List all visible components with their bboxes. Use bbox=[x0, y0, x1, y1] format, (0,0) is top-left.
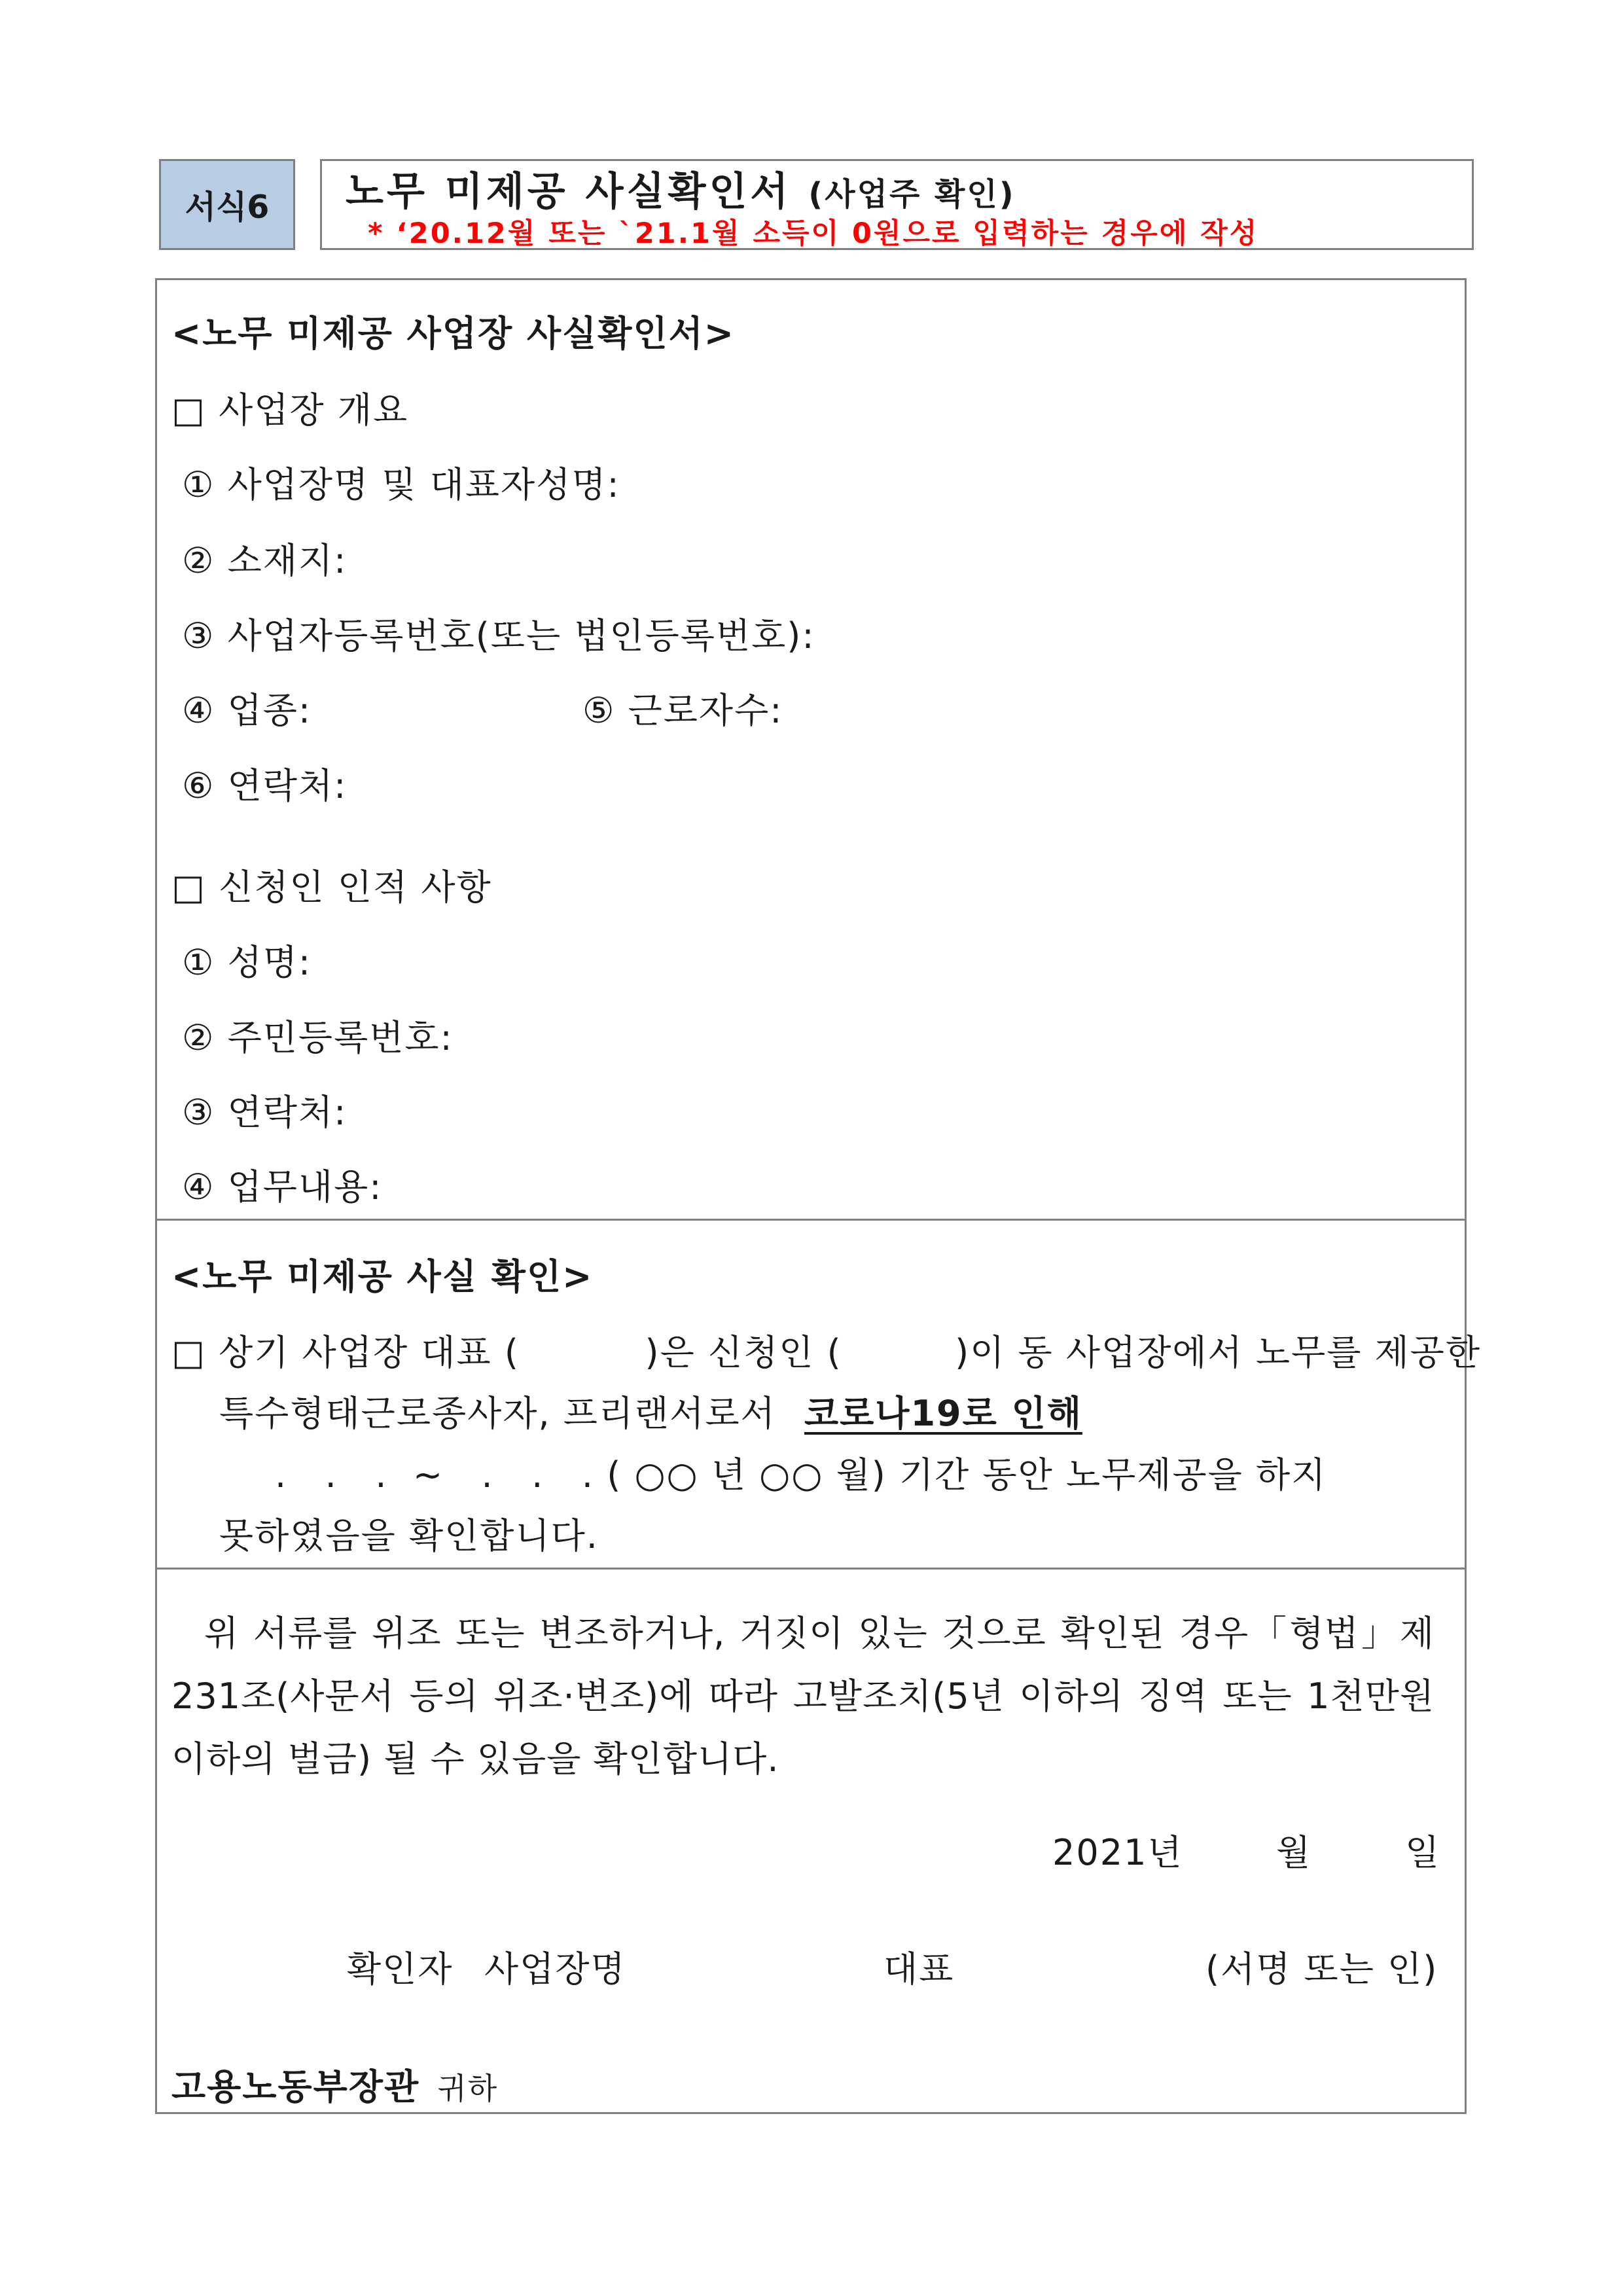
confirmation-line-1: □ 상기 사업장 대표 ( )은 신청인 ( )이 동 사업장에서 노무를 제공한 bbox=[171, 1332, 1482, 1373]
confirmation-line-2-text: 특수형태근로종사자, 프리랜서로서 bbox=[219, 1393, 776, 1434]
workplace-name-field: ① 사업장명 및 대표자성명: bbox=[182, 464, 620, 505]
confirmer-label: 확인자 bbox=[347, 1948, 454, 1990]
section-divider-1 bbox=[155, 1219, 1467, 1221]
business-reg-number-field: ③ 사업자등록번호(또는 법인등록번호): bbox=[182, 615, 815, 656]
section-divider-2 bbox=[155, 1568, 1467, 1570]
recipient-name: 고용노동부장관 bbox=[171, 2066, 420, 2108]
workplace-overview-heading: □ 사업장 개요 bbox=[171, 389, 409, 431]
section2-heading: <노무 미제공 사실 확인> bbox=[171, 1256, 594, 1297]
confirmation-line-4: 못하였음을 확인합니다. bbox=[219, 1515, 599, 1556]
page-title bbox=[346, 160, 1016, 217]
confirmation-line-3: . . . ~ . . . ( ○○ 년 ○○ 월) 기간 동안 노무제공을 하지 bbox=[275, 1454, 1327, 1496]
applicant-contact-field: ③ 연락처: bbox=[182, 1092, 348, 1133]
title-text: 노무 미제공 사실확인서 bbox=[346, 169, 792, 215]
date-month: 월 bbox=[1276, 1832, 1312, 1873]
section1-heading: <노무 미제공 사업장 사실확인서> bbox=[171, 313, 736, 354]
recipient-line bbox=[171, 2059, 498, 2109]
date-day: 일 bbox=[1405, 1832, 1441, 1873]
workplace-contact-field: ⑥ 연락처: bbox=[182, 765, 348, 806]
recipient-suffix: 귀하 bbox=[437, 2071, 499, 2106]
applicant-info-heading: □ 신청인 인적 사항 bbox=[171, 867, 492, 908]
form-number-badge bbox=[159, 159, 295, 250]
confirmation-line-2 bbox=[219, 1386, 1082, 1436]
applicant-job-field: ④ 업무내용: bbox=[182, 1166, 383, 1208]
covid-emphasis: 코로나19로 인해 bbox=[804, 1393, 1082, 1434]
workplace-address-field: ② 소재지: bbox=[182, 540, 348, 581]
title-note: * ‘20.12월 또는 `21.1월 소득이 0원으로 입력하는 경우에 작성 bbox=[368, 217, 1259, 250]
workplace-name-label: 사업장명 bbox=[484, 1948, 626, 1990]
legal-statement: 위 서류를 위조 또는 변조하거나, 거짓이 있는 것으로 확인된 경우「형법」제231조(사문서 등의 위조·변조)에 따라 고발조치(5년 이하의 징역 또는 1천만원 이하의 벌금) 될 수 있음을 확인합니다. bbox=[171, 1613, 1435, 1780]
signature-label: (서명 또는 인) bbox=[1205, 1948, 1438, 1990]
representative-label: 대표 bbox=[883, 1948, 955, 1990]
form-number: 서식6 bbox=[185, 188, 270, 226]
industry-field: ④ 업종: bbox=[182, 690, 312, 731]
date-year: 2021년 bbox=[1052, 1832, 1183, 1873]
title-subtitle: (사업주 확인) bbox=[808, 176, 1016, 213]
employee-count-field: ⑤ 근로자수: bbox=[582, 690, 783, 731]
applicant-name-field: ① 성명: bbox=[182, 942, 312, 983]
applicant-id-number-field: ② 주민등록번호: bbox=[182, 1017, 454, 1058]
